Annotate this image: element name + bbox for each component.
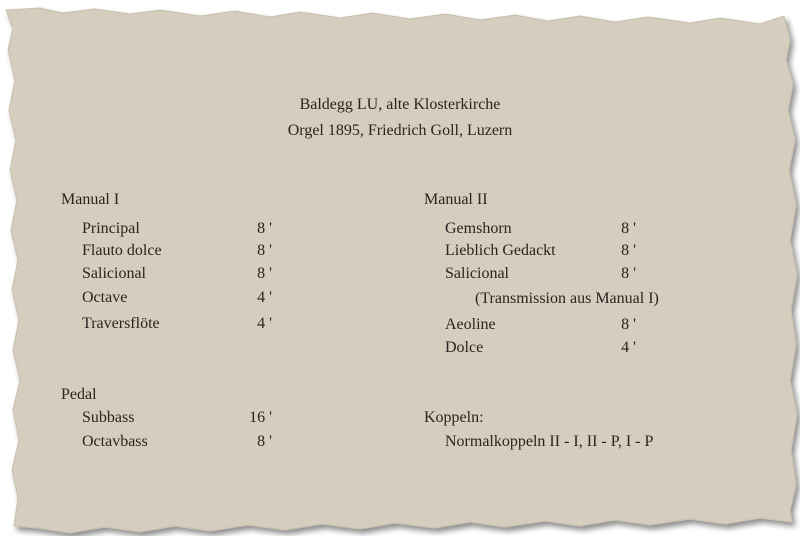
manual-1-stop-name: Traversflöte [82, 315, 160, 332]
manual-2-title: Manual II [424, 191, 488, 208]
manual-2-stop-name: Dolce [445, 339, 484, 356]
manual-2-stop-name: Salicional [445, 265, 509, 282]
manual-1-stop-size: 8 ' [257, 242, 272, 259]
pedal-stop-name: Octavbass [82, 433, 148, 450]
couplers-title: Koppeln: [424, 409, 484, 426]
heading-builder: Orgel 1895, Friedrich Goll, Luzern [287, 122, 513, 139]
manual-1-title: Manual I [61, 191, 120, 208]
pedal-stop-size: 16 ' [249, 409, 272, 426]
heading-church: Baldegg LU, alte Klosterkirche [299, 96, 501, 113]
couplers-line: Normalkoppeln II - I, II - P, I - P [445, 433, 654, 450]
pedal-stop-name: Subbass [82, 409, 135, 426]
manual-1-stop-size: 8 ' [257, 265, 272, 282]
manual-2-stop-size: 8 ' [621, 316, 636, 333]
manual-1-stop-name: Octave [82, 289, 128, 306]
manual-2-stop-size: 8 ' [621, 242, 636, 259]
manual-2-stop-size: 8 ' [621, 220, 636, 237]
manual-1-stop-name: Salicional [82, 265, 146, 282]
manual-1-stop-size: 8 ' [257, 220, 272, 237]
manual-2-stop-name: Aeoline [445, 316, 496, 333]
transmission-note: (Transmission aus Manual I) [475, 290, 659, 307]
manual-1-stop-size: 4 ' [257, 315, 272, 332]
pedal-title: Pedal [61, 386, 97, 403]
manual-2-stop-size: 4 ' [621, 339, 636, 356]
manual-1-stop-size: 4 ' [257, 289, 272, 306]
manual-2-stop-size: 8 ' [621, 265, 636, 282]
pedal-stop-size: 8 ' [257, 433, 272, 450]
manual-1-stop-name: Principal [82, 220, 140, 237]
manual-1-stop-name: Flauto dolce [82, 242, 162, 259]
manual-2-stop-name: Gemshorn [445, 220, 512, 237]
manual-2-stop-name: Lieblich Gedackt [445, 242, 556, 259]
